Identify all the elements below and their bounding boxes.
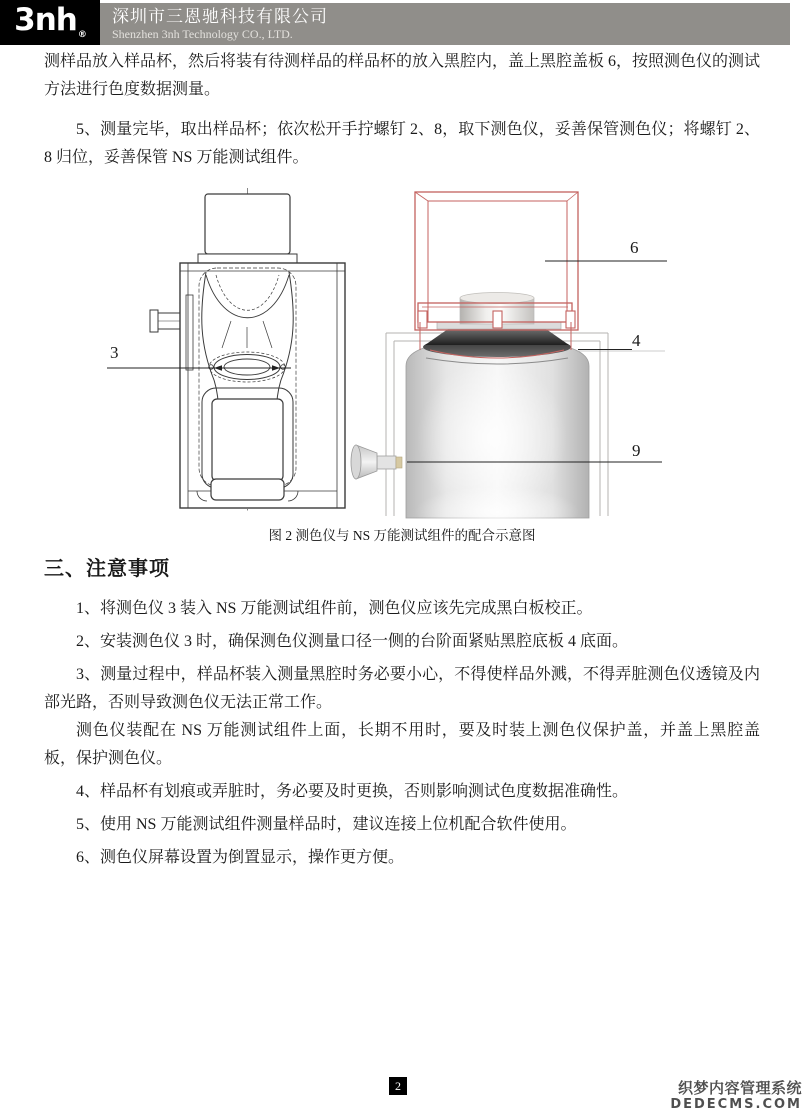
figure-caption: 图 2 测色仪与 NS 万能测试组件的配合示意图 (268, 528, 536, 543)
figure-2-diagram (0, 180, 804, 520)
paragraph: 测样品放入样品杯，然后将装有待测样品的样品杯的放入黑腔内，盖上黑腔盖板 6，按照测色仪的测试方法进行色度数据测量。 (44, 53, 761, 98)
company-name-cn: 深圳市三恩驰科技有限公司 (112, 6, 328, 26)
label-6: 6 (630, 238, 639, 257)
measuring-flange (425, 329, 569, 345)
label-9: 9 (632, 441, 641, 460)
logo-text: $3nh_®$ (14, 1, 86, 41)
watermark-line2: DEDECMS.COM (670, 1097, 802, 1112)
header-bar (100, 3, 790, 45)
right-render-drawing (351, 192, 608, 520)
note-item: 5、使用 NS 万能测试组件测量样品时，建议连接上位机配合软件使用。 (76, 816, 577, 833)
note-item: 2、安装测色仪 3 时，确保测色仪测量口径一侧的台阶面紧贴黑腔底板 4 底面。 (76, 633, 629, 650)
note-item: 1、将测色仪 3 装入 NS 万能测试组件前，测色仪应该先完成黑白板校正。 (76, 600, 593, 617)
page-header (0, 0, 804, 45)
note-item: 6、测色仪屏幕设置为倒置显示，操作更方便。 (76, 849, 405, 866)
company-logo (0, 0, 100, 45)
note-item: 4、样品杯有划痕或弄脏时，务必要及时更换，否则影响测试色度数据准确性。 (76, 783, 629, 800)
page-number-badge: 2 (389, 1077, 407, 1095)
note-item: 测色仪装配在 NS 万能测试组件上面，长期不用时，要及时装上测色仪保护盖，并盖上黑腔盖板，保护测色仪。 (44, 722, 760, 767)
registered-mark-icon: ® (77, 30, 86, 41)
label-4: 4 (632, 331, 641, 350)
left-line-drawing (150, 188, 345, 512)
company-name-en: Shenzhen 3nh Technology CO., LTD. (112, 26, 293, 41)
watermark-line1: 织梦内容管理系统 (677, 1079, 802, 1097)
body-text (44, 48, 760, 172)
label-3: 3 (110, 343, 119, 362)
cms-watermark (670, 1080, 802, 1112)
note-item: 3、测量过程中，样品杯装入测量黑腔时务必要小心，不得使样品外溅，不得弄脏测色仪透镜及内部光路，否则导致测色仪无法正常工作。 (44, 666, 760, 711)
notes-section (44, 552, 760, 877)
section-heading: 三、注意事项 (44, 558, 170, 580)
paragraph: 5、测量完毕，取出样品杯；依次松开手拧螺钉 2、8，取下测色仪，妥善保管测色仪；将螺钉 2、8 归位，妥善保管 NS 万能测试组件。 (44, 121, 760, 166)
